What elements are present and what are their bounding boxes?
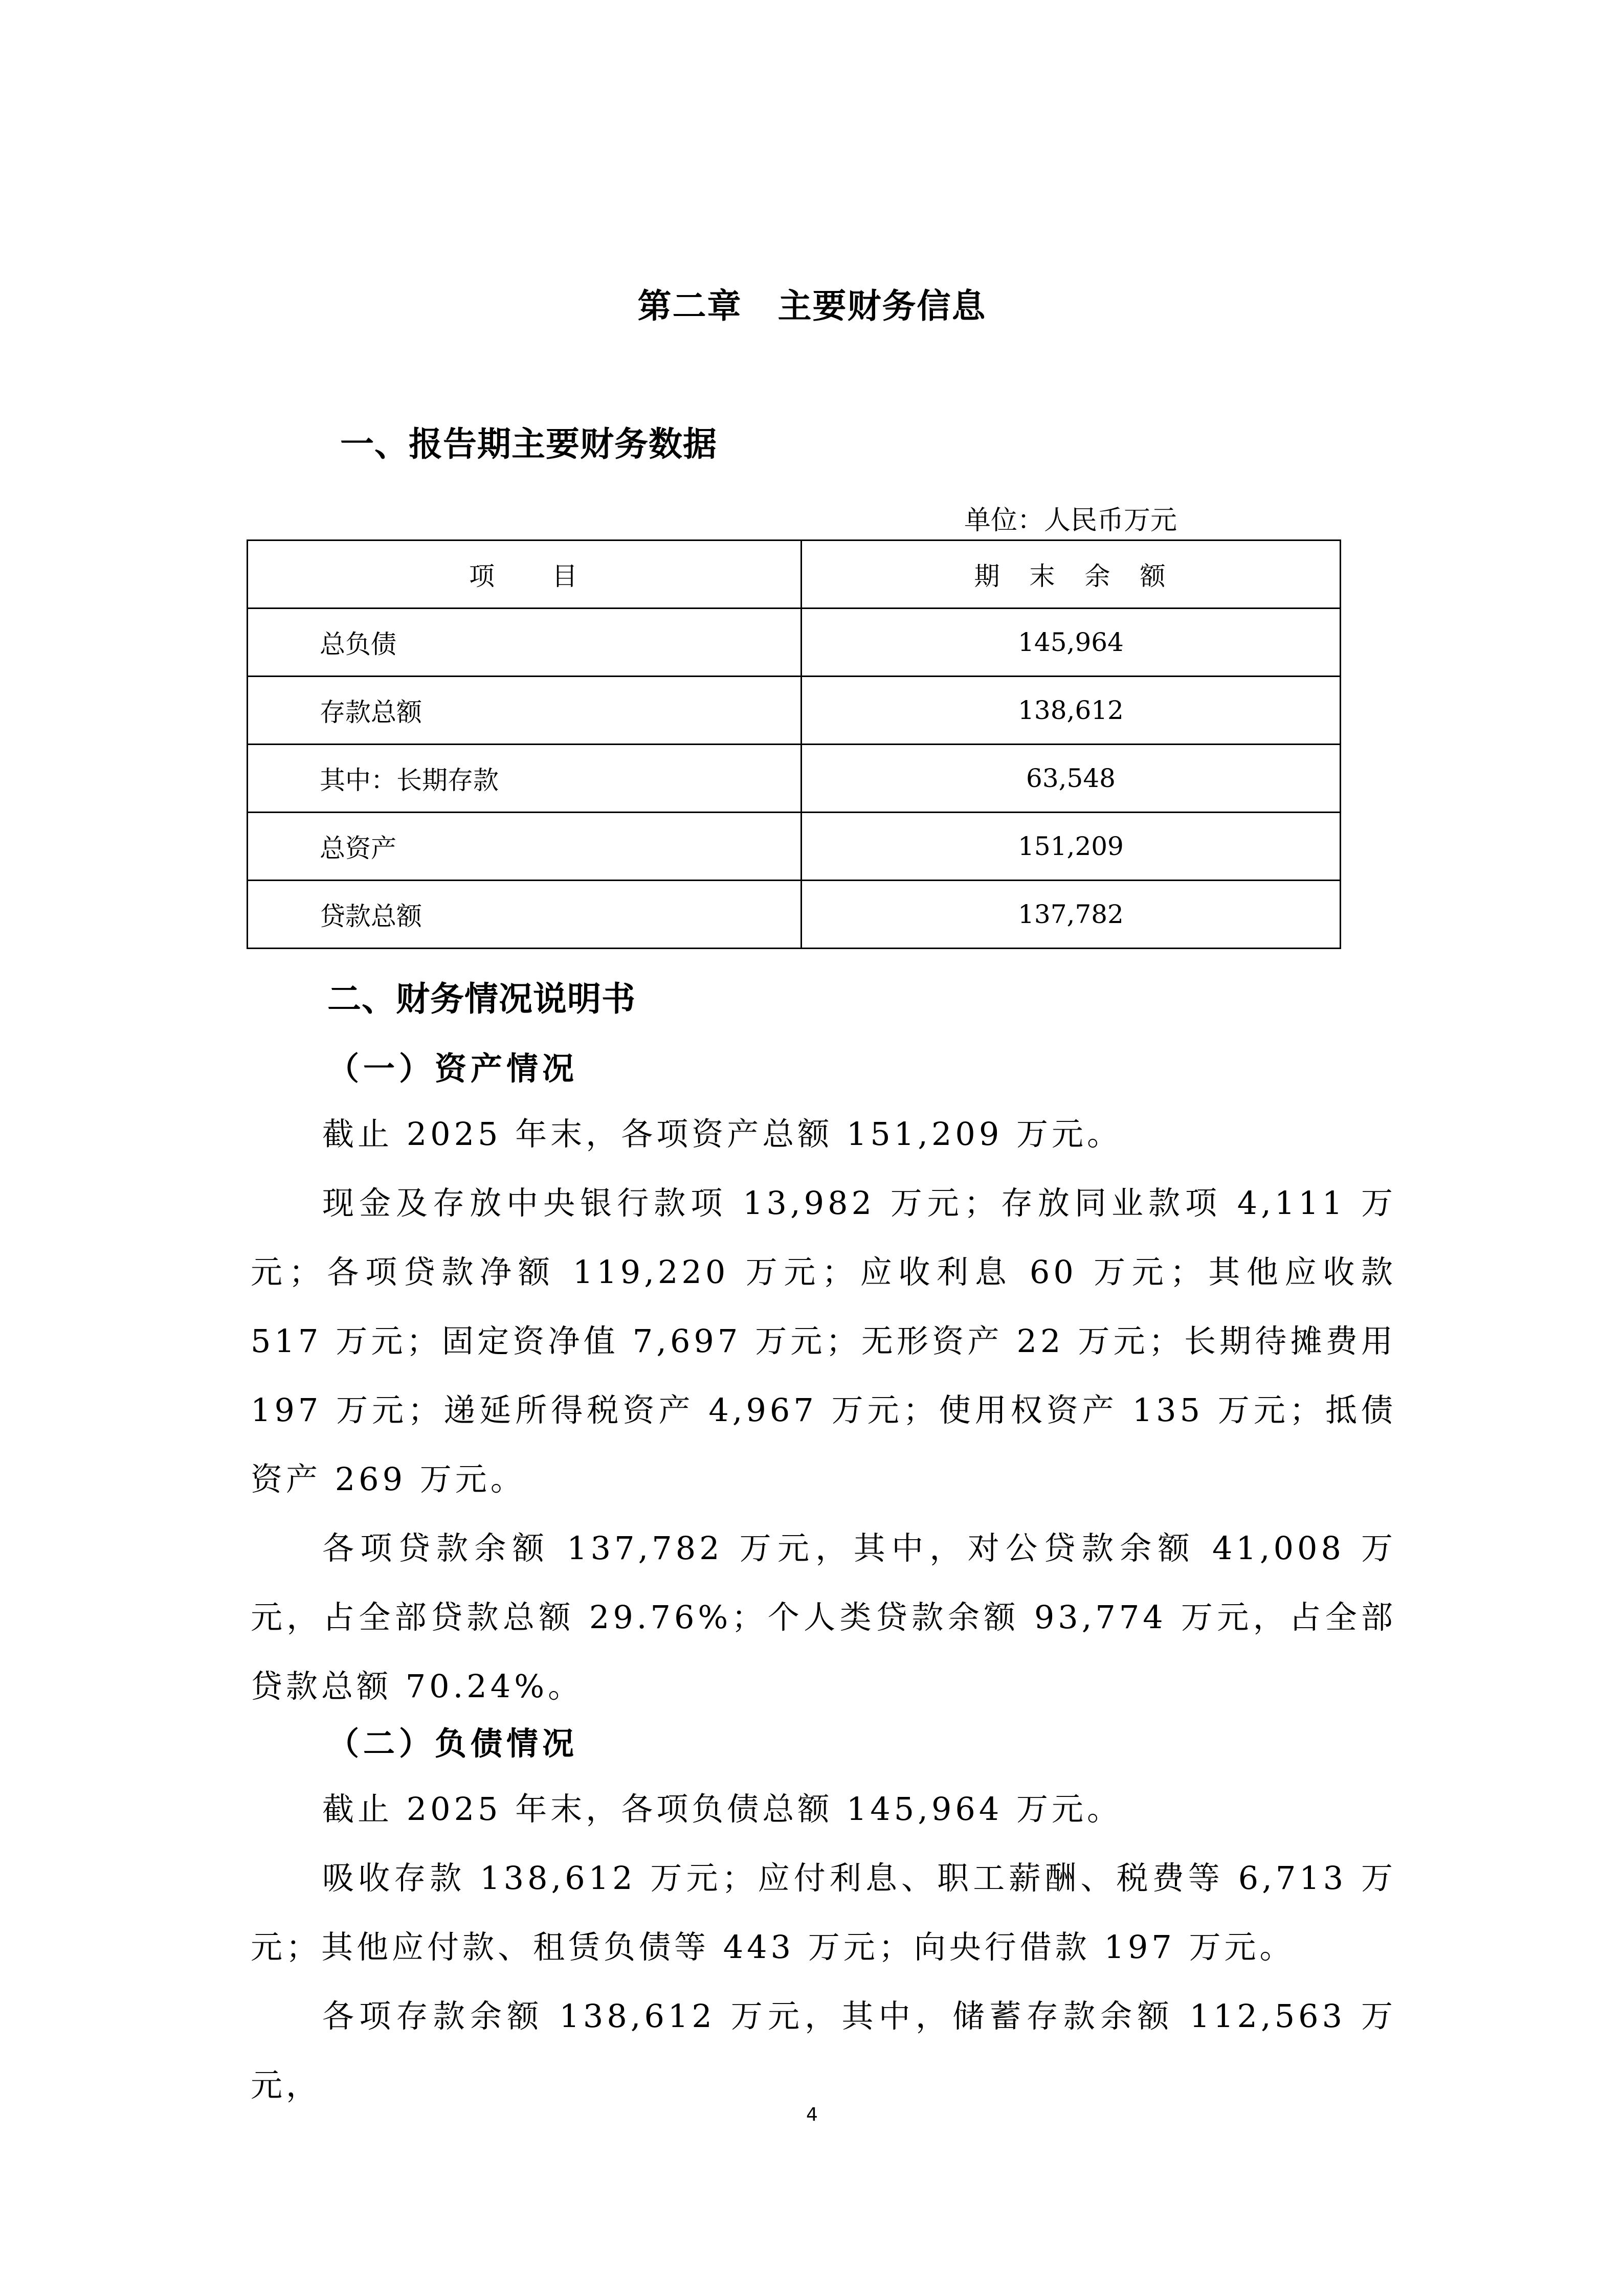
table-row xyxy=(248,677,1341,745)
table-row xyxy=(248,609,1341,677)
paragraph-loans: 各项贷款余额 137,782 万元，其中，对公贷款余额 41,008 万元，占全部贷款总额 29.76%；个人类贷款余额 93,774 万元，占全部贷款总额 70.24%。 xyxy=(251,1529,1396,1705)
row-value: 63,548 xyxy=(802,745,1341,813)
row-value: 137,782 xyxy=(802,881,1341,949)
row-item: 总负债 xyxy=(248,609,802,677)
unit-note: 单位：人民币万元 xyxy=(964,505,1177,536)
subheading-liabilities: （二）负债情况 xyxy=(327,1725,579,1762)
page-number: 4 xyxy=(806,2104,818,2125)
chapter-number: 第二章 xyxy=(637,286,742,326)
table-row xyxy=(248,745,1341,813)
row-item: 存款总额 xyxy=(248,677,802,745)
table-row xyxy=(248,813,1341,881)
financial-data-table xyxy=(247,539,1341,949)
subheading-assets: （一）资产情况 xyxy=(327,1050,579,1087)
section-heading-financial-data: 一、报告期主要财务数据 xyxy=(340,424,717,464)
paragraph-assets-breakdown: 现金及存放中央银行款项 13,982 万元；存放同业款项 4,111 万元；各项贷款净额 119,220 万元；应收利息 60 万元；其他应收款 517 万元；固定资净值 7,697 万元；无形资产 22 万元；长期待摊费用 197 万元；递延所得税资产 4,967 万元；使用权资产 135 万元；抵债资产 269 万元。 xyxy=(251,1184,1396,1498)
paragraph-liabilities-total: 截止 2025 年末，各项负债总额 145,964 万元。 xyxy=(322,1790,1123,1828)
column-header-item: 项 目 xyxy=(248,541,802,609)
paragraph-assets-total: 截止 2025 年末，各项资产总额 151,209 万元。 xyxy=(322,1115,1123,1153)
section-heading-financial-statement: 二、财务情况说明书 xyxy=(327,979,636,1019)
paragraph-liabilities-breakdown: 吸收存款 138,612 万元；应付利息、职工薪酬、税费等 6,713 万元；其他应付款、租赁负债等 443 万元；向央行借款 197 万元。 xyxy=(251,1859,1396,1966)
row-item: 其中：长期存款 xyxy=(248,745,802,813)
chapter-name: 主要财务信息 xyxy=(777,286,987,326)
paragraph-deposits: 各项存款余额 138,612 万元，其中，储蓄存款余额 112,563 万元， xyxy=(251,1997,1396,2104)
row-value: 138,612 xyxy=(802,677,1341,745)
row-item: 贷款总额 xyxy=(248,881,802,949)
table-row xyxy=(248,881,1341,949)
row-value: 151,209 xyxy=(802,813,1341,881)
column-header-balance: 期 末 余 额 xyxy=(802,541,1341,609)
row-item: 总资产 xyxy=(248,813,802,881)
row-value: 145,964 xyxy=(802,609,1341,677)
table-header-row xyxy=(248,541,1341,609)
chapter-title xyxy=(0,279,1624,327)
